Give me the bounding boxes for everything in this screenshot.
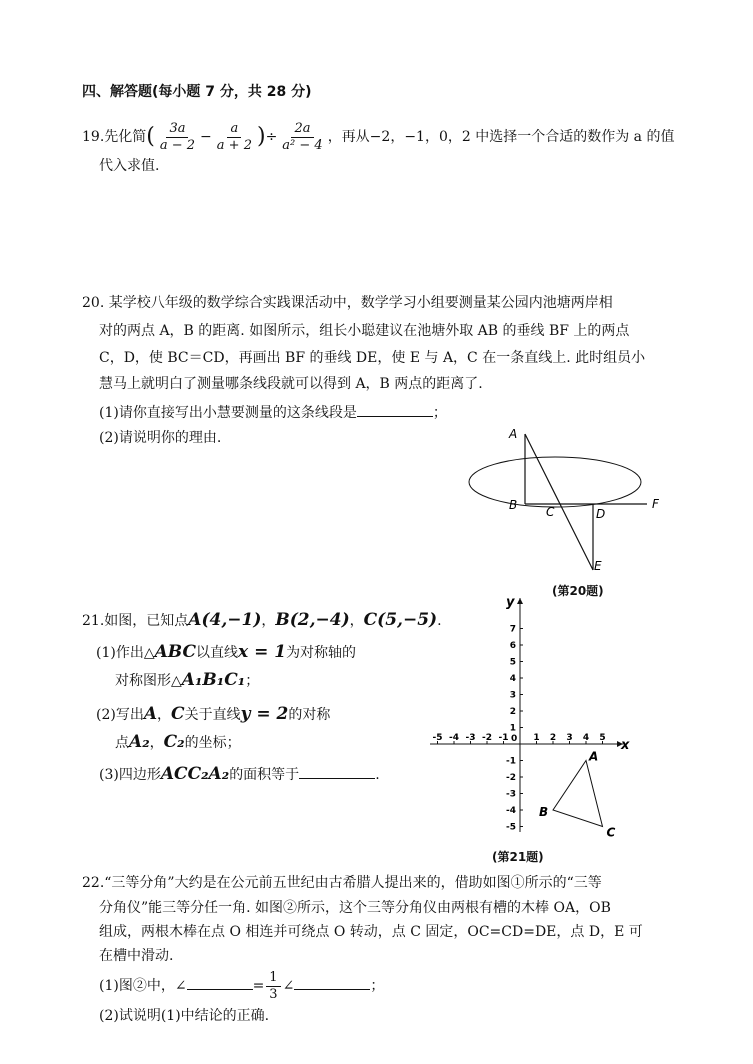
label-B: B — [509, 498, 518, 512]
q22-line2: 分角仪”能三等分任一角. 如图②所示，这个三等分角仪由两根有槽的木棒 OA，OB — [99, 900, 611, 916]
q20-sub1 — [99, 402, 447, 423]
label-A: A — [509, 427, 518, 441]
segment-AE — [525, 434, 593, 570]
q22-sub1-end: ； — [370, 978, 385, 994]
y-tick-label: 2 — [509, 707, 516, 717]
point-label-C: C — [606, 825, 616, 840]
q21-sub2-a: (2)写出 — [96, 707, 144, 723]
q21-end: . — [437, 613, 442, 629]
q19-f1-numerator: 3a — [166, 121, 188, 138]
q20-line1: 20. 某学校八年级的数学综合实践课活动中，数学学习小组要测量某公园内池塘两岸相 — [82, 295, 613, 311]
q21-sub2-c: 的对称 — [288, 707, 331, 723]
y-tick-label: -1 — [506, 756, 516, 767]
q21-line-y2: y = 2 — [240, 704, 289, 724]
y-axis-arrow — [517, 598, 523, 604]
label-C: C — [546, 505, 555, 519]
pond-ellipse — [469, 457, 641, 507]
q22-frac-num: 1 — [266, 970, 280, 987]
q22-sub1-b: ∠ — [282, 978, 295, 994]
q19-fraction-3 — [279, 121, 325, 154]
q19-f2-numerator: a — [227, 121, 241, 138]
q21-quad: ACC₂A₂ — [160, 764, 230, 784]
q22-equals: = — [252, 978, 265, 994]
q21-sub1-d: 对称图形△ — [115, 673, 182, 689]
q20-sub1-text: (1)请你直接写出小慧要测量的这条线段是 — [99, 405, 357, 421]
q21-sep-2: ， — [349, 613, 364, 629]
q21-triangle-a1b1c1: A₁B₁C₁ — [181, 670, 246, 690]
q22-angle-blank-2[interactable] — [294, 975, 370, 990]
x-tick-label: 1 — [533, 733, 540, 743]
q21-point-B: B(2,−4) — [275, 610, 350, 630]
q21-sub2-e: 的坐标； — [184, 735, 241, 751]
q20-figure — [465, 420, 675, 600]
q19-f1-denominator: a − 2 — [159, 137, 196, 153]
q19-close-paren: ) — [256, 124, 266, 149]
q19-prefix: 19.先化简 — [82, 129, 147, 145]
q22-frac-den: 3 — [269, 986, 278, 1002]
q21-sub3-a: (3)四边形 — [99, 767, 161, 783]
y-tick-label: 5 — [509, 657, 516, 668]
label-F: F — [652, 497, 659, 511]
q21-sub3-end: . — [375, 767, 380, 783]
q22-line4: 在槽中滑动. — [99, 948, 174, 964]
q21-line-x1: x = 1 — [238, 642, 287, 662]
x-tick-label: -5 — [432, 733, 443, 743]
q19-fraction-1 — [157, 121, 198, 154]
q19-minus: − — [200, 129, 212, 145]
origin-label: 0 — [511, 734, 518, 744]
q22-sub1 — [99, 960, 384, 1012]
x-tick-label: -4 — [449, 733, 459, 743]
q19-f3-numerator: 2a — [291, 121, 313, 138]
y-tick-label: 6 — [509, 641, 516, 651]
q21-sub1-a: (1)作出△ — [96, 645, 155, 661]
q21-sub2-b: 关于直线 — [184, 707, 241, 723]
q22-angle-blank-1[interactable] — [187, 975, 253, 990]
q21-point-C2: C₂ — [163, 732, 185, 752]
q21-triangle-abc: ABC — [154, 642, 197, 662]
q21-point-A: A(4,−1) — [188, 610, 262, 630]
y-tick-label: 3 — [509, 690, 516, 701]
q20-sub1-end: ； — [432, 405, 447, 421]
q22-line3: 组成，两根木棒在点 O 相连并可绕点 O 转动，点 C 固定，OC=CD=DE，点 D，E 可 — [99, 924, 643, 940]
q21-coordinate-figure — [425, 592, 635, 842]
q19-f2-denominator: a + 2 — [216, 137, 252, 153]
q21-answer-blank[interactable] — [299, 764, 375, 779]
y-tick-label: -5 — [506, 822, 516, 833]
q21-point-C-ref: C — [171, 704, 185, 724]
q20-sub2: (2)请说明你的理由. — [99, 430, 222, 446]
triangle-abc — [553, 761, 603, 827]
x-tick-label: 4 — [582, 733, 590, 743]
x-tick-label: 2 — [549, 733, 557, 743]
q20-line4: 慧马上就明白了测量哪条线段就可以得到 A，B 两点的距离了. — [99, 376, 483, 392]
y-tick-label: 4 — [509, 674, 516, 684]
q21-point-A2: A₂ — [129, 732, 150, 752]
x-tick-label: -2 — [482, 733, 492, 743]
q21-point-A-ref: A — [143, 704, 158, 724]
q19-divide: ÷ — [265, 129, 278, 145]
y-tick-label: -3 — [506, 789, 516, 800]
q19-line2: 代入求值. — [99, 158, 160, 174]
q21-sep-1: ， — [261, 613, 276, 629]
q21-line1 — [82, 606, 442, 634]
y-tick-label: -2 — [506, 773, 516, 783]
point-label-A: A — [589, 749, 599, 764]
q22-sub2: (2)试说明(1)中结论的正确. — [99, 1008, 270, 1024]
q21-sub1-e: ； — [245, 673, 260, 689]
q21-sub2-d: 点 — [115, 735, 129, 751]
x-tick-label: -1 — [498, 733, 509, 743]
x-axis-label: x — [621, 738, 630, 753]
q21-sub1-b: 以直线 — [196, 645, 239, 661]
q21-sub2-sep2: ， — [149, 735, 164, 751]
x-tick-label: 5 — [599, 733, 606, 743]
q19-suffix: ，再从−2，−1，0，2 中选择一个合适的数作为 a 的值 — [327, 129, 675, 145]
q21-sub3 — [99, 762, 380, 786]
q22-line1: 22.“三等分角”大约是在公元前五世纪由古希腊人提出来的，借助如图①所示的“三等 — [82, 875, 602, 891]
y-tick-label: 7 — [509, 624, 516, 635]
q19-f3-denominator: a² − 4 — [282, 137, 323, 153]
q21-point-C: C(5,−5) — [363, 610, 438, 630]
section-title: 四、解答题(每小题 7 分，共 28 分) — [82, 84, 312, 100]
y-tick-label: -4 — [506, 806, 516, 816]
q19-line1 — [82, 112, 674, 162]
q21-sub1-c: 为对称轴的 — [286, 645, 357, 661]
q21-caption: (第21题) — [492, 850, 544, 864]
q20-answer-blank[interactable] — [357, 402, 433, 417]
q21-sub3-b: 的面积等于 — [229, 767, 300, 783]
q21-sub1-line1 — [96, 640, 356, 664]
label-D: D — [596, 507, 606, 521]
q22-one-third — [266, 970, 280, 1003]
q21-prefix: 21.如图，已知点 — [82, 613, 189, 629]
x-tick-label: -3 — [465, 733, 476, 743]
q21-sub2-line1 — [96, 702, 330, 726]
q21-sub2-line2 — [115, 730, 241, 754]
q20-caption: (第20题) — [552, 584, 604, 598]
q21-sub1-line2 — [115, 668, 259, 692]
q20-line2: 对的两点 A，B 的距离. 如图所示，组长小聪建议在池塘外取 AB 的垂线 BF 上的两点 — [99, 323, 630, 339]
q19-fraction-2 — [214, 121, 255, 154]
q22-sub1-a: (1)图②中，∠ — [99, 978, 187, 994]
x-tick-label: 3 — [566, 733, 573, 743]
y-tick-label: 1 — [509, 723, 516, 734]
y-axis-label: y — [506, 595, 515, 610]
q19-open-paren: ( — [146, 124, 155, 149]
q21-sub2-sep: ， — [157, 707, 172, 723]
point-label-B: B — [539, 805, 549, 819]
q20-line3: C，D，使 BC＝CD，再画出 BF 的垂线 DE，使 E 与 A，C 在一条直线上. 此时组员小 — [99, 350, 646, 366]
label-E: E — [594, 559, 602, 573]
